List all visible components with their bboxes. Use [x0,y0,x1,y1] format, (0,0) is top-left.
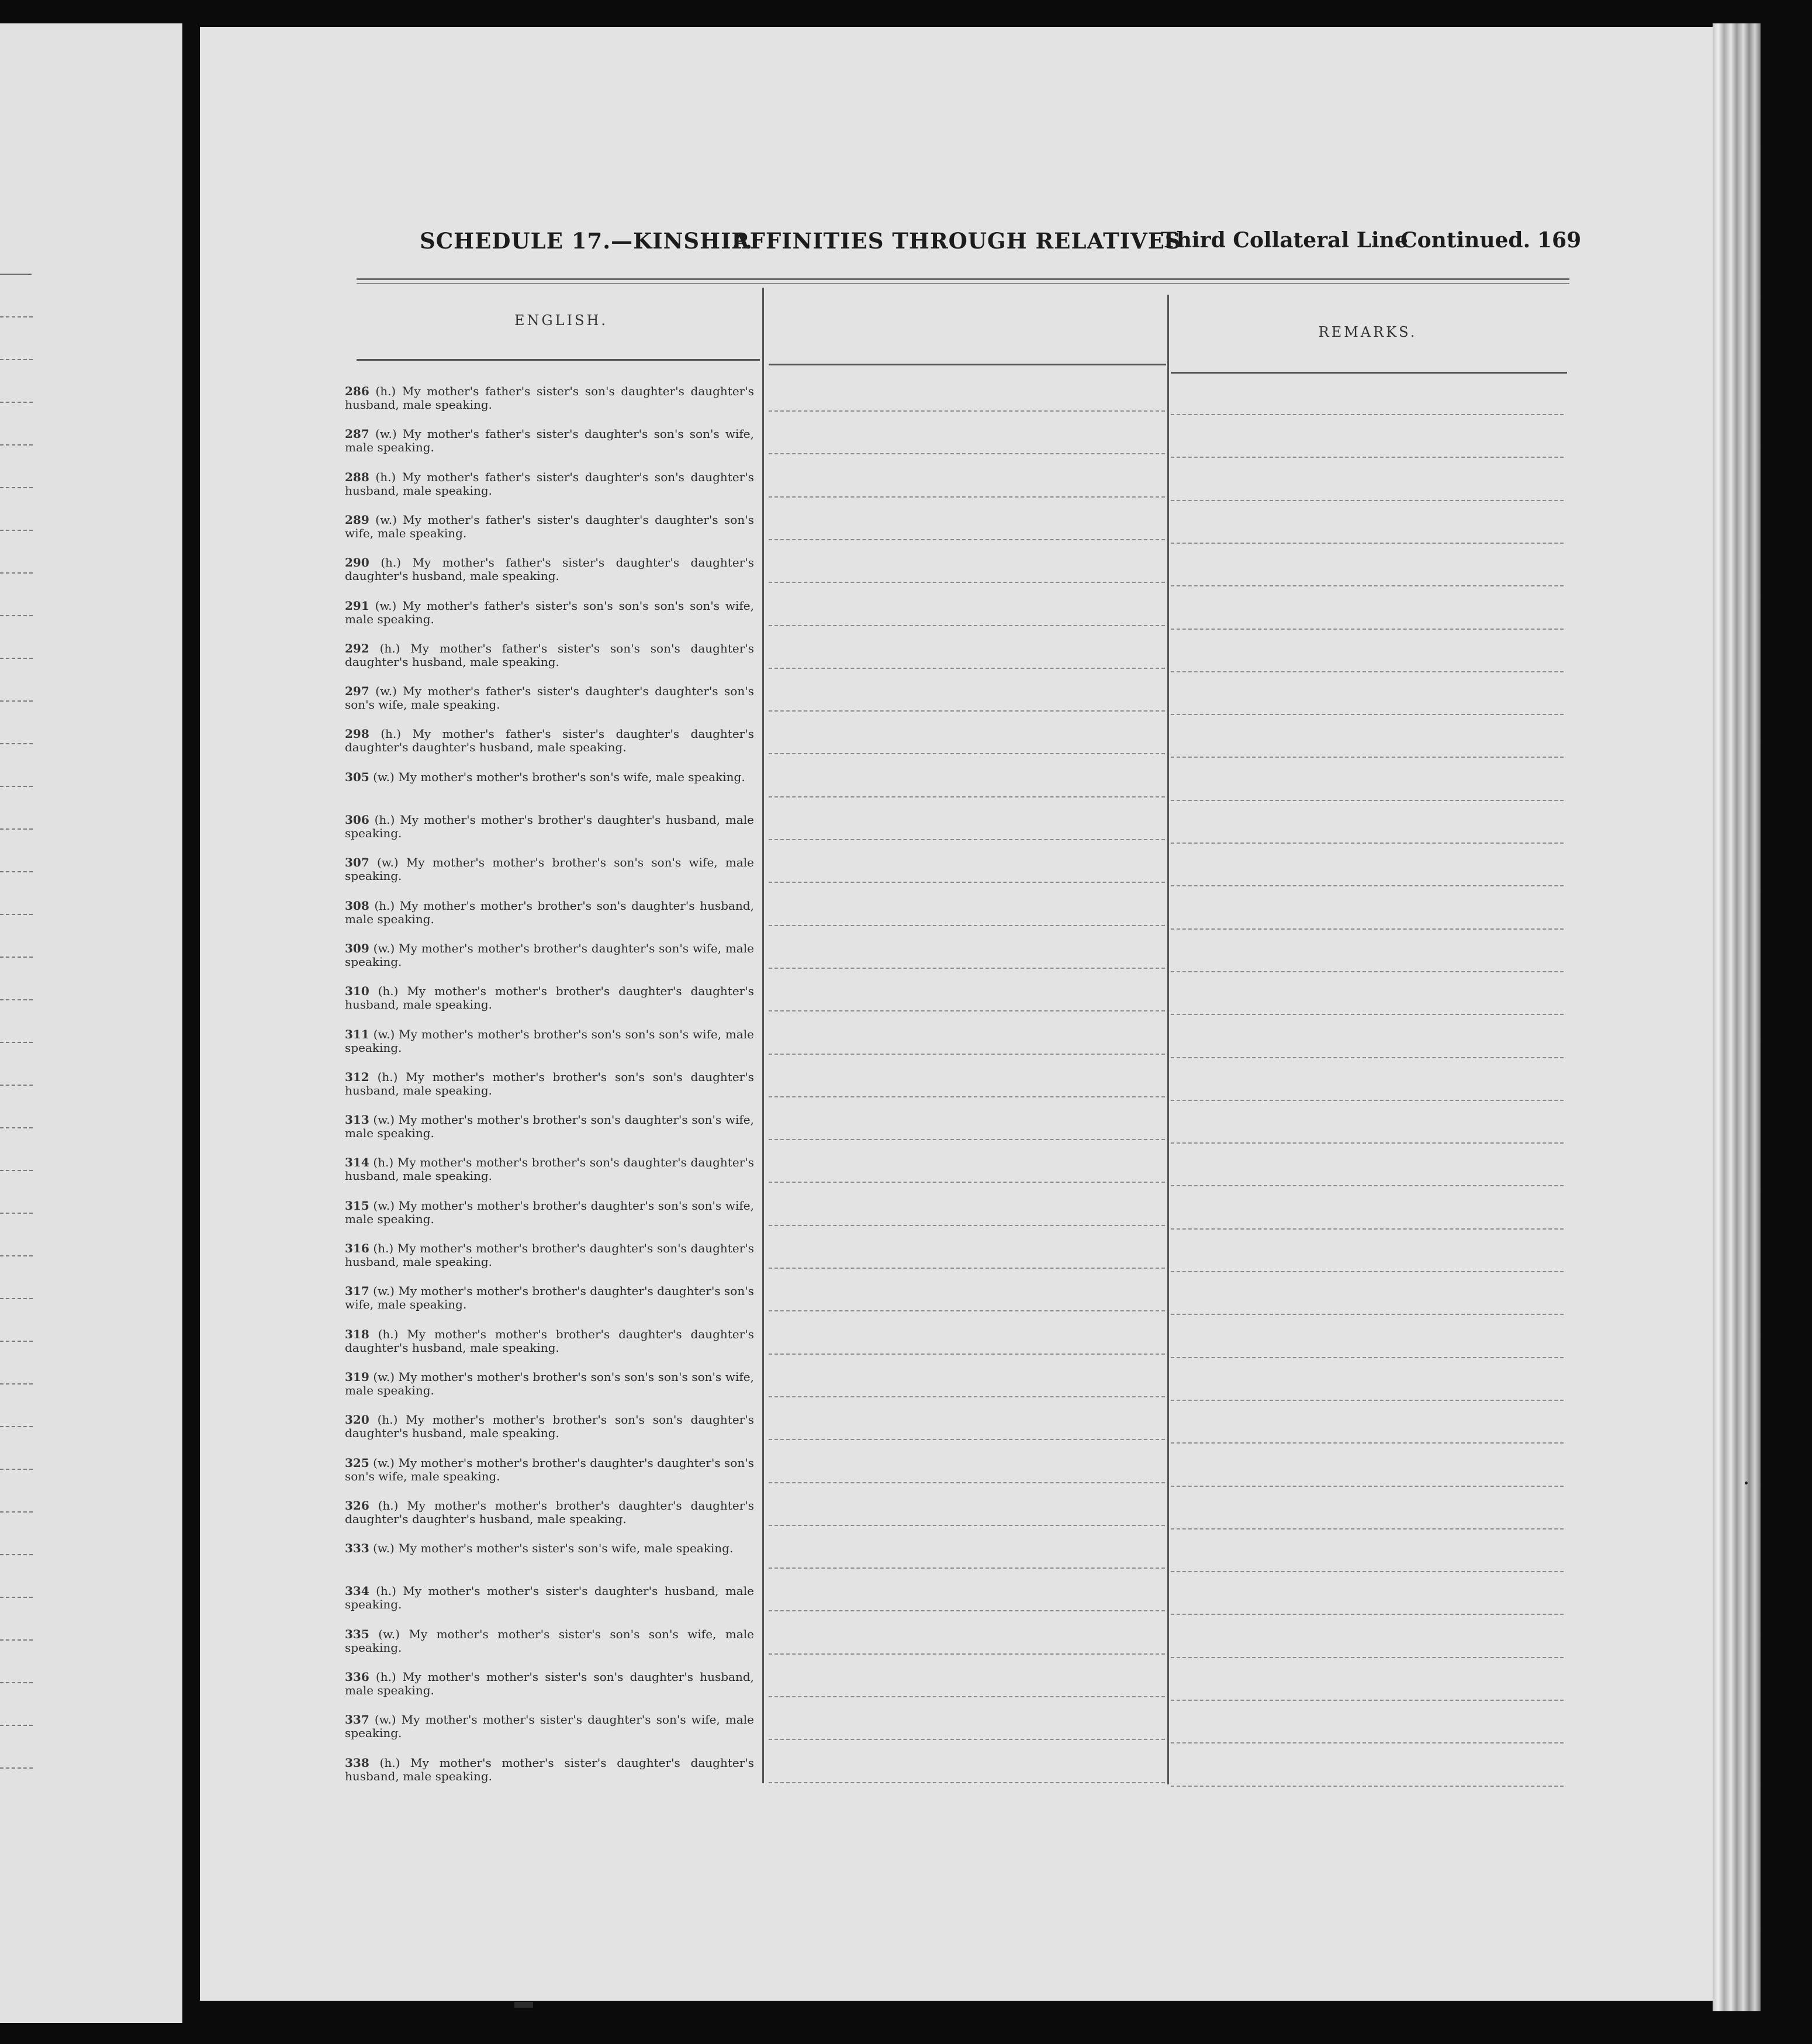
entry-rule-remarks [1171,414,1564,415]
entry-rule-remarks [1171,1100,1564,1101]
entry-291 [345,599,754,626]
entry-number: 318 [345,1327,369,1341]
entry-315 [345,1199,754,1226]
entry-text: My mother's mother's brother's son's son's son's wife, male speaking. [345,1027,755,1055]
facing-page-rule [0,1725,33,1726]
facing-page-rule [0,957,33,958]
entry-314 [345,1156,754,1183]
entry-rule-middle [769,796,1165,797]
entry-rule-remarks [1171,971,1564,972]
remarks-header-rule [1171,372,1567,374]
entry-rule-remarks [1171,1314,1564,1315]
entry-tag: (w.) [378,1627,400,1641]
entry-rule-middle [769,453,1165,454]
entry-309 [345,942,754,969]
entry-rule-remarks [1171,843,1564,844]
entry-number: 306 [345,813,369,827]
entry-text: My mother's father's sister's son's daughter's daughter's husband, male speaking. [345,384,754,412]
entry-number: 298 [345,727,369,741]
entry-297 [345,685,754,712]
entry-tag: (w.) [373,1027,395,1041]
entry-rule-middle [769,710,1165,712]
facing-page-rule [0,828,33,830]
facing-page-rule [0,1042,33,1043]
entry-rule-middle [769,1739,1165,1740]
entry-number: 335 [345,1627,369,1641]
entry-number: 336 [345,1670,369,1684]
entry-313 [345,1113,754,1140]
entry-number: 289 [345,513,369,527]
entry-number: 307 [345,855,369,869]
entry-326 [345,1499,754,1526]
facing-page-rule [0,1767,33,1769]
entry-text: My mother's mother's brother's daughter's son's wife, male speaking. [345,941,754,969]
entry-number: 287 [345,427,369,441]
entry-290 [345,556,754,583]
entry-rule-remarks [1171,1271,1564,1272]
entry-number: 290 [345,555,369,569]
entry-305 [345,771,754,784]
entry-rule-middle [769,1782,1165,1783]
entry-317 [345,1285,754,1311]
entry-rule-remarks [1171,1442,1564,1444]
entry-rule-remarks [1171,1742,1564,1743]
facing-page-rule [0,700,33,702]
entry-text: My mother's mother's brother's son's daughter's son's wife, male speaking. [345,1113,754,1140]
entry-rule-remarks [1171,757,1564,758]
entry-text: My mother's father's sister's son's son's daughter's daughter's husband, male speaking. [345,641,755,669]
entry-number: 315 [345,1199,369,1213]
entry-rule-remarks [1171,800,1564,801]
entry-rule-remarks [1171,1700,1564,1701]
entry-rule-middle [769,1139,1165,1140]
entry-tag: (h.) [379,1756,400,1770]
entry-tag: (w.) [373,941,395,955]
entry-text: My mother's mother's brother's son's daughter's daughter's husband, male speaking. [345,1155,755,1183]
entry-tag: (w.) [373,1370,395,1384]
middle-header-rule [769,364,1166,365]
header-rule [357,278,1569,280]
column-header-remarks: REMARKS. [1318,324,1417,340]
entry-rule-remarks [1171,1657,1564,1658]
entry-rule-middle [769,753,1165,754]
entry-tag: (h.) [373,1241,394,1255]
facing-page-rule [0,1639,33,1641]
entry-320 [345,1413,754,1440]
entry-rule-remarks [1171,629,1564,630]
facing-page-rule [0,1597,33,1598]
entry-rule-remarks [1171,714,1564,715]
entry-rule-remarks [1171,500,1564,501]
entry-text: My mother's mother's brother's son's son's daughter's husband, male speaking. [345,1070,754,1097]
entry-rule-middle [769,925,1165,926]
entry-rule-middle [769,1096,1165,1097]
entry-335 [345,1628,754,1655]
entry-rule-middle [769,1225,1165,1226]
page-edge-strip [1713,23,1761,2011]
page-mark [1745,1482,1748,1484]
facing-page-rule [0,1255,33,1256]
entry-number: 286 [345,384,369,398]
entry-rule-middle [769,496,1165,498]
english-header-rule [357,359,760,361]
entry-rule-middle [769,1696,1165,1697]
entry-312 [345,1071,754,1097]
entry-text: My mother's mother's brother's son's daughter's husband, male speaking. [345,899,754,926]
entry-number: 333 [345,1541,369,1555]
entry-rule-middle [769,1396,1165,1397]
entry-337 [345,1713,754,1740]
facing-page-rule [0,871,33,872]
entry-number: 338 [345,1756,369,1770]
facing-page-rule [0,1511,33,1513]
column-header-english: ENGLISH. [514,312,608,329]
entry-tag: (h.) [378,984,399,998]
entry-318 [345,1328,754,1355]
section-title: AFFINITIES THROUGH RELATIVES [732,228,1181,254]
entry-rule-remarks [1171,543,1564,544]
entry-text: My mother's mother's sister's son's daughter's husband, male speaking. [345,1670,754,1697]
entry-number: 337 [345,1712,369,1727]
facing-page-rule [0,1682,33,1683]
entry-text: My mother's father's sister's daughter's daughter's son's son's wife, male speaking. [345,684,754,712]
entry-tag: (w.) [374,1712,396,1727]
entry-rule-middle [769,1610,1165,1611]
entry-tag: (w.) [375,427,397,441]
entry-rule-remarks [1171,1528,1564,1529]
entry-text: My mother's mother's brother's daughter's daughter's husband, male speaking. [345,984,754,1011]
entry-tag: (w.) [373,1199,395,1213]
entry-rule-middle [769,1182,1165,1183]
entry-288 [345,471,754,498]
entry-text: My mother's father's sister's daughter's daughter's daughter's husband, male speaking. [345,555,754,583]
entry-rule-middle [769,1525,1165,1526]
entry-rule-middle [769,625,1165,626]
entry-tag: (h.) [381,727,402,741]
entry-325 [345,1456,754,1483]
entry-tag: (w.) [373,1541,395,1555]
entry-tag: (h.) [376,1584,396,1598]
entry-text: My mother's mother's brother's son's son's wife, male speaking. [345,855,754,883]
entry-334 [345,1584,754,1611]
facing-page-rule [0,615,33,616]
entry-rule-middle [769,882,1165,883]
page-header [420,228,1589,263]
entry-rule-middle [769,1054,1165,1055]
entry-tag: (w.) [375,684,397,698]
entry-tag: (h.) [374,899,395,913]
entry-text: My mother's father's sister's daughter's son's daughter's husband, male speaking. [345,470,754,498]
entry-number: 316 [345,1241,369,1255]
entry-rule-remarks [1171,1142,1564,1144]
facing-page-rule [0,743,33,744]
entry-rule-middle [769,839,1165,840]
entry-rule-middle [769,1482,1165,1483]
entry-number: 319 [345,1370,369,1384]
entry-text: My mother's mother's brother's daughter's daughter's son's son's wife, male speaking. [345,1456,755,1483]
entry-rule-middle [769,668,1165,669]
entry-number: 297 [345,684,369,698]
entry-tag: (h.) [378,1499,399,1513]
facing-page-rule [0,1170,33,1171]
entry-tag: (h.) [375,1670,396,1684]
facing-page-edge [0,23,182,2023]
entry-311 [345,1028,754,1055]
entry-rule-remarks [1171,885,1564,886]
entry-287 [345,427,754,454]
facing-page-rule [0,1426,33,1427]
entry-number: 314 [345,1155,369,1169]
entry-tag: (w.) [375,513,397,527]
entry-rule-remarks [1171,1614,1564,1615]
entry-text: My mother's mother's brother's son's son's daughter's daughter's husband, male speaking. [345,1413,754,1440]
entry-rule-remarks [1171,585,1564,586]
entry-number: 309 [345,941,369,955]
facing-page-rule [0,1213,33,1214]
entry-text: My mother's mother's sister's daughter's son's wife, male speaking. [345,1712,755,1740]
entry-tag: (w.) [376,855,399,869]
page-number: 169 [1537,228,1582,253]
entry-rule-remarks [1171,1786,1564,1787]
entry-310 [345,985,754,1011]
entry-rule-middle [769,968,1165,969]
bottom-mark [514,2002,533,2008]
entry-316 [345,1242,754,1269]
entry-338 [345,1756,754,1783]
header-rule-secondary [357,283,1569,284]
entry-number: 320 [345,1413,369,1427]
entry-number: 334 [345,1584,369,1598]
entry-number: 326 [345,1499,369,1513]
entry-number: 313 [345,1113,369,1127]
facing-page-rule [0,530,33,531]
entry-rule-middle [769,1354,1165,1355]
entry-rule-middle [769,539,1165,540]
subsection-title: Third Collateral Line [1161,228,1408,253]
facing-page-rule [0,572,33,574]
entry-tag: (w.) [373,1113,395,1127]
facing-page-rule [0,316,33,317]
column-divider-remarks [1167,295,1169,1784]
continued-label: Continued. [1401,228,1531,253]
entry-rule-middle [769,1268,1165,1269]
entry-text: My mother's mother's brother's daughter's daughter's daughter's daughter's husband, male speaking. [345,1499,754,1526]
entry-rule-middle [769,1567,1165,1569]
entry-tag: (w.) [373,1456,395,1470]
entry-text: My mother's father's sister's daughter's son's son's wife, male speaking. [345,427,755,454]
entry-333 [345,1542,754,1555]
facing-page-rule [0,487,33,488]
entry-286 [345,385,754,412]
facing-page-rule [0,658,33,659]
entry-tag: (h.) [381,555,402,569]
entry-tag: (h.) [373,1155,394,1169]
entry-text: My mother's mother's sister's son's son's wife, male speaking. [345,1627,754,1655]
facing-page-rule [0,1127,33,1128]
entry-tag: (h.) [377,1070,398,1084]
entry-rule-middle [769,1310,1165,1311]
entry-number: 292 [345,641,369,655]
entry-306 [345,813,754,840]
column-divider-english [762,288,764,1783]
entry-text: My mother's mother's brother's daughter's son's daughter's husband, male speaking. [345,1241,755,1269]
entry-rule-remarks [1171,457,1564,458]
facing-page-rule [0,1383,33,1384]
entry-text: My mother's mother's brother's son's son's son's son's wife, male speaking. [345,1370,755,1397]
entry-rule-middle [769,582,1165,583]
facing-page-rule [0,999,33,1000]
facing-page-rule [0,359,33,360]
facing-page-rule [0,1469,33,1470]
entry-number: 305 [345,770,369,784]
entry-tag: (h.) [379,641,400,655]
entry-number: 311 [345,1027,369,1041]
entry-rule-remarks [1171,928,1564,930]
facing-page-rule [0,786,33,787]
entry-tag: (h.) [375,384,396,398]
entry-292 [345,642,754,669]
entry-rule-remarks [1171,1571,1564,1572]
entry-text: My mother's mother's brother's daughter's son's son's wife, male speaking. [345,1199,754,1226]
entry-rule-remarks [1171,1014,1564,1015]
entry-rule-remarks [1171,1185,1564,1186]
entry-number: 317 [345,1284,369,1298]
entry-rule-remarks [1171,1357,1564,1358]
entry-289 [345,513,754,540]
facing-page-rule [0,1341,33,1342]
facing-page-rule [0,444,33,446]
entry-rule-middle [769,410,1165,412]
entry-text: My mother's mother's brother's daughter's husband, male speaking. [345,813,755,840]
entry-tag: (w.) [373,770,395,784]
entry-rule-middle [769,1653,1165,1655]
entry-319 [345,1370,754,1397]
facing-page-rule [0,1554,33,1555]
entry-298 [345,727,754,754]
entry-number: 291 [345,599,369,613]
entry-text: My mother's mother's sister's son's wife, male speaking. [398,1541,734,1555]
entry-number: 310 [345,984,369,998]
entry-number: 308 [345,899,369,913]
entry-text: My mother's mother's brother's daughter's daughter's daughter's husband, male speaking. [345,1327,754,1355]
entry-tag: (h.) [375,470,396,484]
entry-307 [345,856,754,883]
entry-rule-remarks [1171,671,1564,672]
entry-336 [345,1670,754,1697]
entry-tag: (h.) [374,813,395,827]
entry-tag: (w.) [375,599,397,613]
entry-text: My mother's mother's sister's daughter's daughter's husband, male speaking. [345,1756,755,1783]
entry-text: My mother's father's sister's son's son's son's son's wife, male speaking. [345,599,755,626]
entry-rule-remarks [1171,1400,1564,1401]
entry-308 [345,899,754,926]
entry-rule-middle [769,1010,1165,1011]
entry-tag: (w.) [373,1284,395,1298]
facing-page-rule [0,1298,33,1299]
entry-text: My mother's father's sister's daughter's daughter's daughter's daughter's husband, male speaking. [345,727,754,754]
entry-text: My mother's mother's brother's daughter's daughter's son's wife, male speaking. [345,1284,755,1311]
entry-text: My mother's father's sister's daughter's daughter's son's wife, male speaking. [345,513,754,540]
entry-number: 325 [345,1456,369,1470]
schedule-title: SCHEDULE 17.—KINSHIP. [420,228,753,254]
entry-number: 312 [345,1070,369,1084]
entry-tag: (h.) [378,1327,399,1341]
facing-page-rule [0,274,32,275]
facing-page-rule [0,1085,33,1086]
entry-rule-remarks [1171,1228,1564,1230]
facing-page-rule [0,402,33,403]
entry-text: My mother's mother's sister's daughter's husband, male speaking. [345,1584,755,1611]
entry-rule-remarks [1171,1486,1564,1487]
entry-number: 288 [345,470,369,484]
entry-text: My mother's mother's brother's son's wife, male speaking. [398,770,745,784]
entry-rule-middle [769,1439,1165,1440]
entry-tag: (h.) [377,1413,398,1427]
entry-rule-remarks [1171,1057,1564,1058]
facing-page-rule [0,914,33,915]
